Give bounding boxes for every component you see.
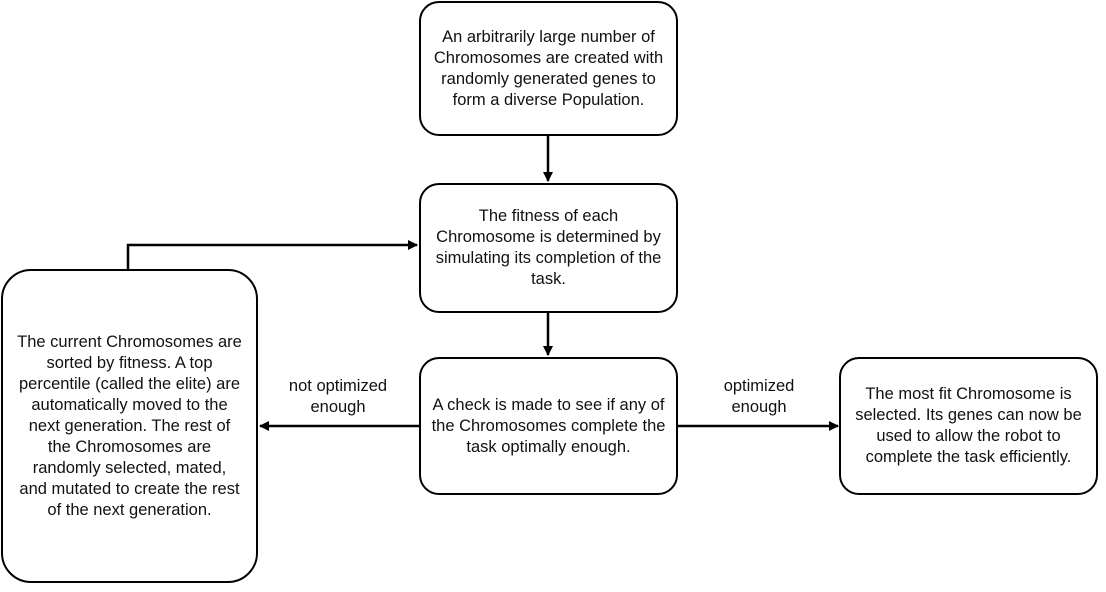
node-check xyxy=(419,357,678,495)
edge-next-gen-to-fitness xyxy=(128,245,417,269)
node-result-text: The most fit Chromosome is selected. Its genes can now be used to allow the robot to complete the task efficiently. xyxy=(855,385,1082,466)
node-init xyxy=(419,1,678,136)
label-optimized: optimized enough xyxy=(723,377,795,416)
node-check-text: A check is made to see if any of the Chromosomes complete the task optimally enough. xyxy=(431,395,666,456)
label-not-optimized: not optimized enough xyxy=(288,377,388,416)
node-fitness-text: The fitness of each Chromosome is determined by simulating its completion of the task. xyxy=(435,207,662,288)
node-result xyxy=(839,357,1098,495)
node-fitness xyxy=(419,183,678,313)
node-next-generation-text: The current Chromosomes are sorted by fitness. A top percentile (called the elite) are automatically moved to the next generation. The rest of the Chromosomes are randomly selected, mated, and mutated to create the rest of the next generation. xyxy=(17,332,242,519)
node-init-text: An arbitrarily large number of Chromosomes are created with randomly generated genes to form a diverse Population. xyxy=(433,27,664,109)
node-next-generation xyxy=(1,269,258,583)
